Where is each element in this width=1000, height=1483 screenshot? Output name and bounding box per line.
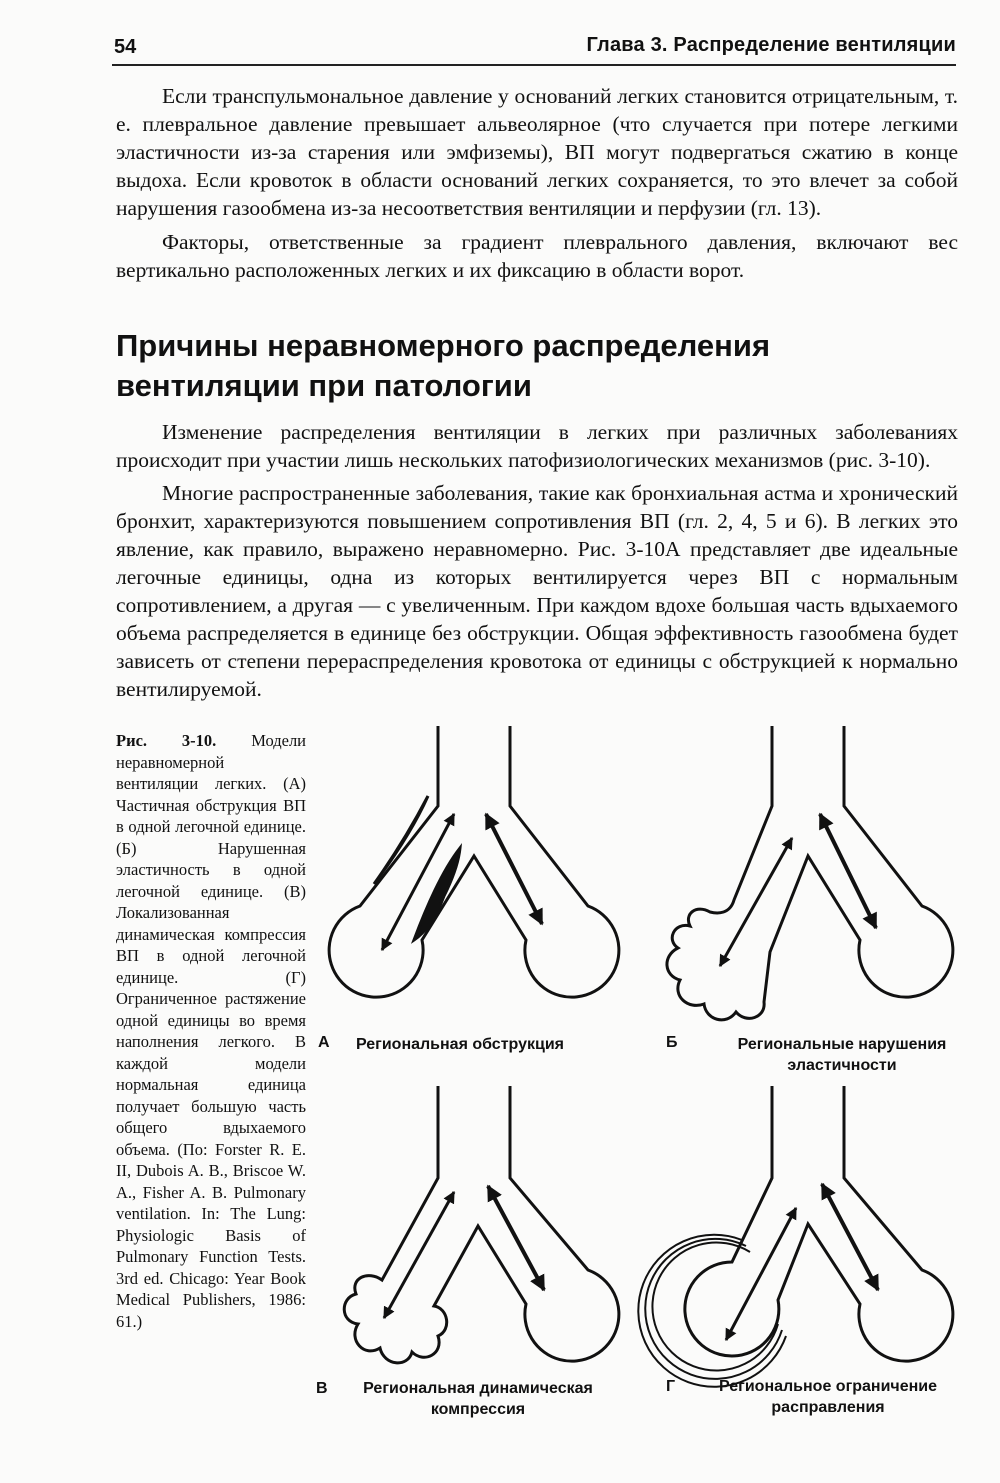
paragraph: Изменение распределения вентиляции в легких при различных заболеваниях происходит при участии лишь нескольких патофизиологических механизмов (рис. 3-10).	[116, 420, 958, 472]
panel-d-diagram	[638, 1086, 953, 1387]
panel-b-label: Региональные нарушения эластичности	[737, 1036, 947, 1074]
airflow-arrow-small	[720, 838, 792, 966]
panel-c-diagram	[344, 1086, 619, 1363]
airflow-arrow-large	[820, 814, 876, 928]
obstruction-mucus	[414, 848, 460, 940]
section-title-line: Причины неравномерного распределения	[116, 328, 771, 363]
panel-a-diagram	[329, 726, 619, 997]
intro-text	[116, 82, 958, 284]
airflow-arrow-large	[822, 1184, 878, 1290]
panel-c-label: Региональная динамическая компрессия	[363, 1380, 593, 1418]
page-number: 54	[114, 36, 137, 58]
obstruction-mucus	[374, 796, 428, 884]
running-title: Глава 3. Распределение вентиляции	[586, 34, 956, 56]
panel-c-letter: В	[316, 1380, 328, 1397]
restriction-shell	[638, 1235, 786, 1387]
paragraph: Факторы, ответственные за градиент плеврального давления, включают вес вертикально расположенных легких и их фиксацию в области ворот.	[116, 230, 958, 282]
panel-d-letter: Г	[666, 1378, 676, 1395]
restriction-shell	[652, 1242, 778, 1370]
section-title	[116, 326, 976, 406]
panel-a-label: Региональная обструкция	[356, 1036, 565, 1053]
airflow-arrow-large	[486, 814, 542, 924]
panel-a-letter: А	[318, 1034, 330, 1051]
panel-b-diagram	[667, 726, 953, 1020]
paragraph: Если транспульмональное давление у оснований легких становится отрицательным, т. е. плевральное давление превышает альвеолярное (что случается при потере легкими эластичности из-за старения или эмфиземы), ВП могут подвергаться сжатию в конце выдоха. Если кровоток в области оснований легких сохраняется, то это влечет за собой нарушения газообмена из-за несоответствия вентиляции и перфузии (гл. 13).	[116, 84, 958, 220]
figure-3-10	[312, 718, 972, 1430]
restriction-shell	[645, 1239, 782, 1379]
caption-text: Модели неравномерной вентиляции легких. (А) Частичная обструкция ВП в одной легочной единице. (Б) Нарушенная эластичность в одной легочной единице. (В) Локализованная динамическая компрессия ВП в одной легочной единице. (Г) Ограниченное растяжение одной единицы во время наполнения легкого. В каждой модели нормальная единица получает большую часть общего вдыхаемого объема. (По: Forster R. E. II, Dubois A. B., Briscoe W. A., Fisher A. B. Pulmonary ventilation. In: The Lung: Physiologic Basis of Pulmonary Function Tests. 3rd ed. Chicago: Year Book Medical Publishers, 1986: 61.)	[116, 731, 307, 1331]
caption-label: Рис. 3-10.	[116, 731, 217, 750]
panel-d-label: Региональное ограничение расправления	[719, 1378, 937, 1416]
page-header	[112, 30, 956, 66]
panel-b-letter: Б	[666, 1034, 678, 1051]
section-title-line: вентиляции при патологии	[116, 368, 532, 403]
airflow-arrow-small	[726, 1208, 796, 1340]
body-text	[116, 418, 958, 703]
airflow-arrow-large	[488, 1186, 544, 1290]
paragraph: Многие распространенные заболевания, такие как бронхиальная астма и хронический бронхит, характеризуются повышением сопротивления ВП (гл. 2, 4, 5 и 6). В легких это явление, как правило, выражено неравномерно. Рис. 3-10А представляет две идеальные легочные единицы, одна из которых вентилируется через ВП с нормальным сопротивлением, а другая — с увеличенным. При каждом вдохе большая часть вдыхаемого объема распределяется в единице без обструкции. Общая эффективность газообмена будет зависеть от степени перераспределения кровотока от единицы с обструкцией к нормально вентилируемой.	[116, 481, 958, 701]
figure-caption	[116, 730, 306, 1332]
